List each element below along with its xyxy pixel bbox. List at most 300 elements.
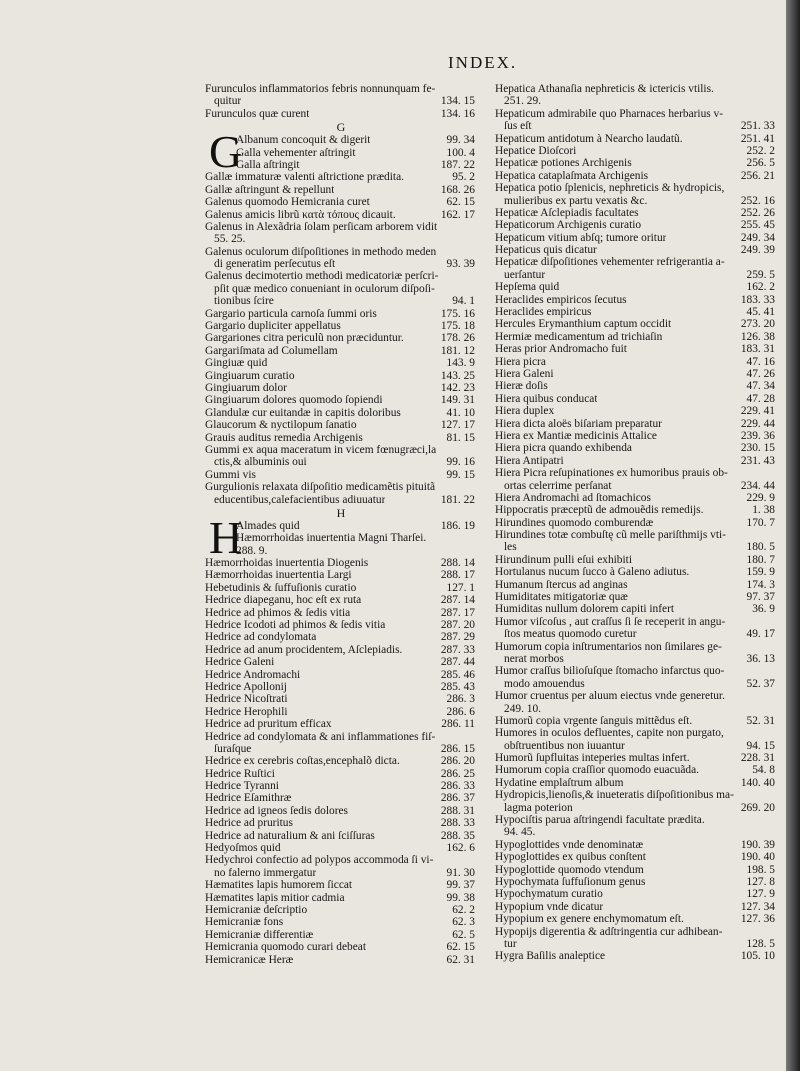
entry-text: Galenus quomodo Hemicrania curet	[205, 196, 370, 209]
entry-text: Hypochymatum curatio	[495, 888, 603, 901]
index-entry-continuation	[495, 653, 777, 665]
entry-text: Hypopijs digerentia & adſtringentia cur adhibean-	[495, 925, 723, 938]
entry-text: Hedrice Galeni	[205, 656, 275, 669]
entry-text: Hedrice Eſamithræ	[205, 792, 292, 805]
entry-page-ref: 249. 39	[740, 244, 775, 257]
entry-page-ref: 143. 25	[440, 369, 475, 382]
index-entry-continuation	[495, 703, 777, 715]
entry-text: Humorũ ſupfluitas inteperies multas infert.	[495, 752, 690, 765]
entry-text: Gingiuarum dolores quomodo ſopiendi	[205, 394, 383, 407]
index-entry	[495, 517, 777, 529]
index-entry	[495, 393, 777, 405]
entry-page-ref: 269. 20	[740, 801, 775, 814]
entry-text: Hedrice diapeganu, hoc eſt ex ruta	[205, 594, 362, 607]
drop-cap: G	[209, 126, 243, 178]
entry-page-ref: 288. 14	[440, 557, 475, 570]
index-entry	[495, 380, 777, 392]
entry-text: Humiditas nullum dolorem capiti infert	[495, 603, 675, 616]
index-entry	[205, 780, 477, 792]
index-entry	[495, 888, 777, 900]
index-entry	[495, 901, 777, 913]
entry-text: Glandulæ cur euitandæ in capitis doloribus	[205, 406, 401, 419]
entry-text: Hydropicis,lienoſis,& inueteratis diſpoſitionibus ma-	[495, 789, 734, 802]
entry-page-ref: 252. 16	[740, 194, 775, 207]
index-entry	[205, 904, 477, 916]
entry-text: Gummi vis	[205, 468, 256, 481]
index-entry	[495, 752, 777, 764]
entry-text: Hiera ex Mantiæ medicinis Attalice	[495, 429, 657, 442]
index-entry	[495, 554, 777, 566]
index-entry	[495, 83, 777, 95]
entry-page-ref: 127. 36	[740, 913, 775, 926]
index-entry	[495, 641, 777, 653]
entry-page-ref: 229. 41	[740, 405, 775, 418]
index-entry	[205, 407, 477, 419]
entry-page-ref: 287. 14	[440, 594, 475, 607]
index-entry	[205, 569, 477, 581]
entry-page-ref: 143. 9	[446, 357, 475, 370]
entry-page-ref: 47. 34	[746, 380, 775, 393]
entry-text: Hedrice ad naturalium & ani ſciſſuras	[205, 829, 375, 842]
entry-text: Hedrice ad anum procidentem, Aſclepiadis.	[205, 643, 403, 656]
entry-page-ref: 252. 2	[746, 144, 775, 157]
entry-page-ref: 187. 22	[440, 158, 475, 171]
entry-text: educentibus,calefacientibus adiuuatur	[214, 493, 386, 506]
entry-text: quitur	[214, 95, 242, 108]
entry-page-ref: 286. 37	[440, 792, 475, 805]
index-entry	[205, 718, 477, 730]
index-entry-continuation	[495, 678, 777, 690]
section-letter: H	[336, 505, 346, 520]
entry-text: ortas celerrime perſanat	[504, 479, 612, 492]
entry-text: les	[504, 541, 517, 554]
index-entry	[495, 331, 777, 343]
index-entry	[205, 817, 477, 829]
entry-text: Hepaticus quis dicatur	[495, 244, 597, 257]
index-entry	[205, 879, 477, 891]
index-entry	[205, 444, 477, 456]
index-entry	[495, 343, 777, 355]
entry-text: Hedrice Tyranni	[205, 780, 279, 793]
entry-page-ref: 256. 5	[746, 157, 775, 170]
index-entry	[205, 854, 477, 866]
entry-text: Heraclides empiricus	[495, 306, 592, 319]
entry-page-ref: 45. 41	[746, 306, 775, 319]
index-entry-continuation	[205, 295, 477, 307]
index-entry	[205, 320, 477, 332]
index-entry	[495, 603, 777, 615]
index-entry	[495, 318, 777, 330]
index-entry-continuation	[495, 95, 777, 107]
entry-text: Humor cruentus per aluum eiectus vnde generetur.	[495, 690, 725, 703]
index-entry	[205, 941, 477, 953]
index-entry	[495, 950, 777, 962]
entry-page-ref: 230. 15	[740, 442, 775, 455]
index-entry-continuation	[495, 826, 777, 838]
index-entry	[205, 545, 477, 557]
entry-page-ref: 288. 31	[440, 804, 475, 817]
index-entry-continuation	[495, 269, 777, 281]
index-entry	[205, 954, 477, 966]
index-column-left	[205, 83, 477, 966]
index-entry	[205, 607, 477, 619]
index-entry	[205, 892, 477, 904]
index-entry	[205, 184, 477, 196]
index-entry	[495, 219, 777, 231]
index-entry	[205, 308, 477, 320]
entry-page-ref: 127. 9	[746, 888, 775, 901]
entry-text: Hæmatites lapis mitior cadmia	[205, 891, 345, 904]
index-entry	[495, 430, 777, 442]
entry-text: Hæmatites lapis humorem ſiccat	[205, 879, 353, 892]
index-entry	[205, 196, 477, 208]
index-entry	[205, 209, 477, 221]
index-entry	[205, 469, 477, 481]
index-entry	[495, 591, 777, 603]
entry-page-ref: 127. 8	[746, 876, 775, 888]
entry-text: Hepatice Dioſcori	[495, 144, 577, 157]
index-entry	[495, 145, 777, 157]
entry-text: Hiera Antipatri	[495, 454, 564, 467]
index-entry	[495, 504, 777, 516]
index-entry	[205, 755, 477, 767]
index-entry	[205, 357, 477, 369]
entry-text: Hemicrania quomodo curari debeat	[205, 941, 366, 954]
entry-page-ref: 234. 44	[740, 479, 775, 492]
entry-text: nerat morbos	[504, 652, 564, 665]
entry-text: Hedrice Herophili	[205, 705, 288, 718]
entry-text: Hedrice Ruſtici	[205, 767, 275, 780]
entry-text: Hieræ doſis	[495, 380, 548, 393]
entry-text: Gallæ aſtringunt & repellunt	[205, 183, 335, 196]
entry-text: ſtos meatus quomodo curetur	[504, 628, 637, 641]
entry-text: Hemicraniæ differentiæ	[205, 928, 314, 941]
entry-text: Hæmorrhoidas inuertentia Diogenis	[205, 557, 369, 570]
entry-text: Hiera picra	[495, 355, 546, 368]
index-entry	[205, 916, 477, 928]
entry-page-ref: 287. 44	[440, 656, 475, 669]
index-entry	[205, 669, 477, 681]
index-entry-continuation	[205, 283, 477, 295]
entry-text: Hirundinum pulli eſui exhibiti	[495, 553, 632, 566]
index-entry	[205, 382, 477, 394]
entry-text: Hedrice Nicoſtrati	[205, 693, 288, 706]
entry-text: Gummi ex aqua maceratum in vicem fœnugræci,la	[205, 443, 437, 456]
index-entry	[495, 926, 777, 938]
index-entry	[495, 715, 777, 727]
index-entry-continuation	[495, 802, 777, 814]
entry-page-ref: 287. 29	[440, 631, 475, 644]
entry-page-ref: 62. 15	[446, 941, 475, 954]
entry-text: Hirundines quomodo comburendæ	[495, 516, 654, 529]
entry-text: Hermiæ medicamentum ad trichiaſin	[495, 330, 663, 343]
entry-page-ref: 36. 9	[752, 603, 775, 616]
entry-page-ref: 286. 6	[446, 705, 475, 718]
entry-text: ſuraſque	[214, 742, 252, 755]
entry-text: modo amouendus	[504, 677, 585, 690]
index-entry	[495, 455, 777, 467]
entry-text: Hedrice Icodoti ad phimos & ſedis vitia	[205, 619, 386, 632]
entry-text: Furunculos inflammatorios febris nonnunquam fe-	[205, 83, 436, 95]
index-entry-continuation	[205, 95, 477, 107]
entry-text: Hemicraniæ deſcriptio	[205, 904, 308, 916]
index-entry	[495, 727, 777, 739]
index-entry	[205, 842, 477, 854]
entry-page-ref: 149. 31	[440, 394, 475, 407]
entry-page-ref: 181. 22	[440, 493, 475, 506]
entry-page-ref: 62. 3	[452, 916, 475, 929]
entry-page-ref: 190. 39	[740, 838, 775, 851]
index-entry	[205, 681, 477, 693]
index-entry	[205, 171, 477, 183]
entry-text: Humorũ copia vrgente ſanguis mittẽdus eſt.	[495, 714, 693, 727]
index-entry	[495, 232, 777, 244]
entry-page-ref: 287. 20	[440, 619, 475, 632]
entry-page-ref: 180. 7	[746, 553, 775, 566]
entry-page-ref: 286. 11	[441, 718, 475, 731]
entry-text: Hepaticum admirabile quo Pharnaces herbarius v-	[495, 107, 724, 120]
entry-page-ref: 1. 38	[752, 504, 775, 517]
entry-text: Humorum copia craſſior quomodo euacuãda.	[495, 764, 700, 777]
entry-page-ref: 285. 43	[440, 680, 475, 693]
index-entry	[495, 108, 777, 120]
entry-text: Hepaticæ Aſclepiadis facultates	[495, 206, 639, 219]
entry-page-ref: 175. 18	[440, 320, 475, 333]
entry-page-ref: 52. 31	[746, 714, 775, 727]
entry-text: Hepaticum vitium abſq; tumore oritur	[495, 231, 667, 244]
entry-text: Humiditates mitigatoriæ quæ	[495, 591, 628, 604]
entry-page-ref: 94. 15	[746, 739, 775, 752]
index-entry	[495, 467, 777, 479]
entry-text: pſit quæ medico conueniant in oculorum diſpoſi-	[214, 282, 435, 295]
index-entry-continuation	[205, 258, 477, 270]
entry-text: Humores in oculos defluentes, capite non purgato,	[495, 727, 724, 740]
entry-page-ref: 99. 16	[446, 456, 475, 469]
index-entry	[205, 246, 477, 258]
entry-page-ref: 198. 5	[746, 863, 775, 876]
entry-text: Hiera picra quando exhibenda	[495, 442, 632, 455]
entry-text: Galenus oculorum diſpoſitiones in methodo meden	[205, 245, 437, 258]
entry-text: 288. 9.	[236, 544, 268, 557]
entry-text: Hydatine emplaſtrum album	[495, 776, 624, 789]
entry-text: obſtruentibus non iuuantur	[504, 739, 625, 752]
entry-page-ref: 231. 43	[740, 454, 775, 467]
index-entry	[205, 394, 477, 406]
entry-page-ref: 52. 37	[746, 677, 775, 690]
index-entry	[205, 532, 477, 544]
entry-page-ref: 168. 26	[440, 183, 475, 196]
index-entry-continuation	[205, 233, 477, 245]
index-entry	[495, 306, 777, 318]
entry-text: Hedrice ad condylomata	[205, 631, 317, 644]
page-header: INDEX.	[448, 53, 518, 72]
index-entry-continuation	[205, 456, 477, 468]
index-entry	[495, 442, 777, 454]
entry-page-ref: 62. 31	[446, 953, 475, 966]
entry-text: Galla aſtringit	[236, 158, 300, 171]
index-entry	[495, 294, 777, 306]
entry-text: Hypoglottides ex quibus conſtent	[495, 851, 646, 864]
entry-text: Gingiuarum curatio	[205, 369, 295, 382]
index-entry	[495, 133, 777, 145]
index-entry	[495, 170, 777, 182]
entry-text: Hedrice ad pruritum efficax	[205, 718, 332, 731]
index-entry	[205, 159, 477, 171]
entry-page-ref: 91. 30	[446, 866, 475, 879]
entry-page-ref: 47. 16	[746, 355, 775, 368]
index-entry	[495, 418, 777, 430]
index-entry-continuation	[495, 740, 777, 752]
entry-page-ref: 47. 28	[746, 392, 775, 405]
index-entry	[495, 356, 777, 368]
entry-page-ref: 159. 9	[746, 566, 775, 579]
entry-page-ref: 174. 3	[746, 578, 775, 591]
entry-page-ref: 178. 26	[440, 332, 475, 345]
index-entry	[205, 631, 477, 643]
entry-text: Hedrice Andromachi	[205, 668, 301, 681]
entry-text: 94. 45.	[504, 826, 536, 839]
entry-page-ref: 228. 31	[740, 752, 775, 765]
entry-text: Hortulanus nucum ſucco à Galeno adiutus.	[495, 566, 690, 579]
entry-page-ref: 140. 40	[740, 776, 775, 789]
index-entry-continuation	[495, 195, 777, 207]
entry-page-ref: 286. 33	[440, 780, 475, 793]
index-entry	[205, 929, 477, 941]
entry-page-ref: 287. 33	[440, 643, 475, 656]
entry-page-ref: 134. 16	[440, 107, 475, 120]
index-entry	[495, 368, 777, 380]
entry-page-ref: 100. 4	[446, 146, 475, 159]
entry-text: Hedrice ad condylomata & ani inflammationes fiſ-	[205, 730, 436, 743]
entry-page-ref: 97. 37	[746, 591, 775, 604]
entry-page-ref: 134. 15	[440, 95, 475, 108]
entry-page-ref: 162. 6	[446, 842, 475, 855]
index-entry	[495, 839, 777, 851]
entry-text: Hepaticæ diſpoſitiones vehementer refrigerantia a-	[495, 256, 725, 269]
index-entry	[205, 345, 477, 357]
entry-text: Hygra Baſilis analeptice	[495, 950, 606, 963]
entry-page-ref: 186. 19	[440, 519, 475, 532]
index-entry	[205, 432, 477, 444]
entry-text: Hemicraniæ fons	[205, 916, 284, 929]
entry-page-ref: 273. 20	[740, 318, 775, 331]
index-entry	[205, 419, 477, 431]
index-entry-continuation	[205, 867, 477, 879]
entry-text: Hiera duplex	[495, 405, 555, 418]
entry-text: Hypociſtis parua aſtringendi facultate prædita.	[495, 814, 705, 827]
index-entry-continuation	[495, 628, 777, 640]
entry-text: Gargario dupliciter appellatus	[205, 320, 341, 333]
entry-text: mulieribus ex partu vexatis &c.	[504, 194, 648, 207]
entry-page-ref: 99. 15	[446, 468, 475, 481]
entry-text: tur	[504, 937, 517, 950]
entry-page-ref: 99. 37	[446, 879, 475, 892]
index-entry	[495, 492, 777, 504]
entry-page-ref: 183. 33	[740, 293, 775, 306]
entry-text: Hepaticorum Archigenis curatio	[495, 219, 642, 232]
index-entry	[495, 913, 777, 925]
entry-text: Furunculos quæ curent	[205, 107, 310, 120]
entry-page-ref: 229. 9	[746, 491, 775, 504]
entry-page-ref: 286. 25	[440, 767, 475, 780]
index-entry	[205, 768, 477, 780]
entry-text: Hypochymata ſuffuſionum genus	[495, 876, 646, 888]
index-entry	[495, 665, 777, 677]
entry-page-ref: 105. 10	[740, 950, 775, 963]
entry-page-ref: 286. 15	[440, 742, 475, 755]
index-entry	[205, 656, 477, 668]
entry-text: 251. 29.	[504, 95, 542, 108]
entry-page-ref: 36. 13	[746, 652, 775, 665]
entry-page-ref: 256. 21	[740, 169, 775, 182]
entry-text: di generatim perſecutus eſt	[214, 258, 336, 271]
index-entry	[205, 270, 477, 282]
index-entry	[205, 594, 477, 606]
entry-text: Humor craſſus bilioſuſque ſtomacho infarctus quo-	[495, 665, 725, 678]
entry-text: Hepatica Athanaſia nephreticis & ictericis vtilis.	[495, 83, 714, 95]
entry-page-ref: 162. 17	[440, 208, 475, 221]
entry-page-ref: 94. 1	[452, 295, 475, 308]
entry-page-ref: 127. 1	[446, 581, 475, 594]
entry-text: Hippocratis præceptũ de admouẽdis remedijs.	[495, 504, 704, 517]
entry-text: Gargariſmata ad Columellam	[205, 344, 338, 357]
entry-page-ref: 252. 26	[740, 206, 775, 219]
entry-page-ref: 62. 5	[452, 928, 475, 941]
entry-text: Hypoglottide quomodo vtendum	[495, 863, 644, 876]
entry-text: ſus eſt	[504, 120, 532, 133]
entry-text: Hiera dicta aloës biſariam preparatur	[495, 417, 662, 430]
drop-cap: H	[209, 511, 243, 563]
entry-page-ref: 95. 2	[452, 171, 475, 184]
index-entry	[495, 851, 777, 863]
entry-text: Hedrice ad igneos ſedis dolores	[205, 804, 348, 817]
entry-text: Gurgulionis relaxata diſpoſitio medicamẽtis pituitã	[205, 481, 436, 494]
entry-text: Galenus amicis librũ κατὰ τόπους dicauit.	[205, 208, 396, 221]
index-column-right	[495, 83, 777, 963]
index-entry	[205, 792, 477, 804]
index-entry	[205, 221, 477, 233]
entry-text: Hedrice ad pruritus	[205, 817, 293, 830]
entry-page-ref: 49. 17	[746, 628, 775, 641]
entry-page-ref: 99. 34	[446, 134, 475, 147]
entry-text: Heras prior Andromacho fuit	[495, 343, 627, 356]
entry-page-ref: 142. 23	[440, 381, 475, 394]
entry-page-ref: 287. 17	[440, 606, 475, 619]
entry-page-ref: 54. 8	[752, 764, 775, 777]
index-entry-continuation	[495, 541, 777, 553]
entry-text: Hiera Andromachi ad ſtomachicos	[495, 491, 651, 504]
entry-page-ref: 175. 16	[440, 307, 475, 320]
entry-text: Hiera quibus conducat	[495, 392, 598, 405]
index-entry	[205, 644, 477, 656]
entry-page-ref: 162. 2	[746, 281, 775, 294]
index-entry	[205, 830, 477, 842]
entry-text: Humorum copia inſtrumentarios non ſimilares ge-	[495, 640, 722, 653]
entry-page-ref: 190. 40	[740, 851, 775, 864]
entry-text: Hepaticum antidotum à Nearcho laudatũ.	[495, 132, 683, 145]
entry-page-ref: 288. 17	[440, 569, 475, 582]
entry-text: Hæmorrhoidas inuertentia Magni Tharſei.	[236, 532, 427, 545]
entry-text: Gargariones citra periculũ non præciduntur.	[205, 332, 404, 345]
index-entry	[495, 579, 777, 591]
index-entry	[495, 157, 777, 169]
entry-text: tionibus ſcire	[214, 295, 274, 308]
entry-page-ref: 251. 33	[740, 120, 775, 133]
entry-text: Hedrice Apollonij	[205, 680, 287, 693]
entry-text: Hedrice ad phimos & ſedis vitia	[205, 606, 351, 619]
entry-text: Heraclides empiricos ſecutus	[495, 293, 627, 306]
entry-page-ref: 288. 35	[440, 829, 475, 842]
